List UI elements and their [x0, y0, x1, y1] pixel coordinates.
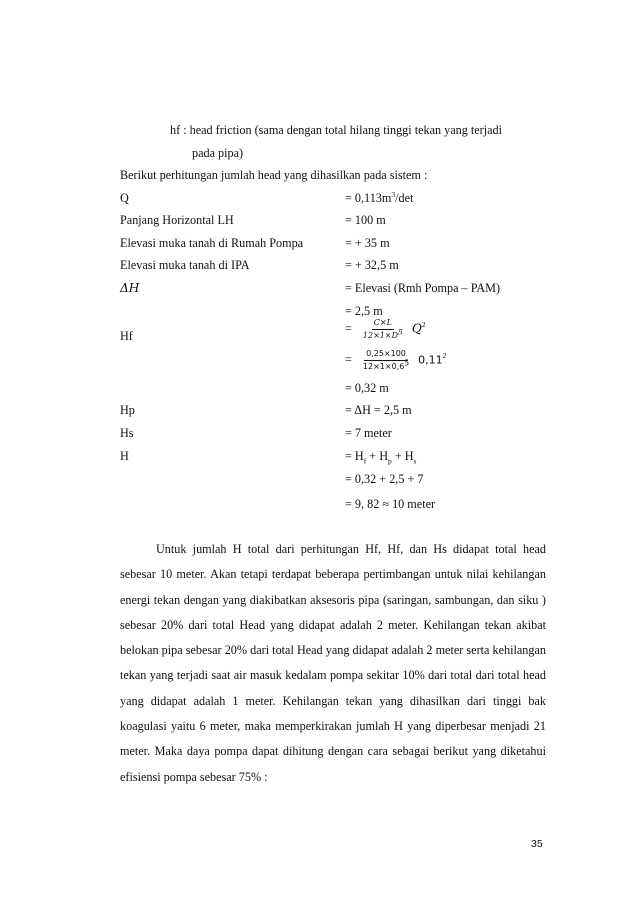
explanation-paragraph — [120, 537, 546, 790]
elev-rumah-pompa-label: Elevasi muka tanah di Rumah Pompa — [120, 236, 304, 250]
elev-ipa-value: = + 32,5 m — [345, 258, 399, 272]
delta-h-label: ΔH — [120, 281, 140, 295]
delta-h-value: = Elevasi (Rmh Pompa – PAM) — [345, 281, 501, 295]
h-sum: = 0,32 + 2,5 + 7 — [345, 472, 424, 486]
hf-fraction-numbers: $\frac{0,25\times 100}{12\times 1\times 0,6^5}$ — [362, 349, 410, 371]
q-value: = $0,113m^3/\det$ — [345, 189, 414, 205]
definition-line-2: pada pipa) — [192, 146, 244, 160]
elev-rumah-pompa-value: = + 35 m — [345, 236, 390, 250]
q-label: Q — [120, 191, 129, 205]
h-result: = 9, 82 ≈ 10 meter — [345, 497, 436, 511]
page-number: 35 — [531, 838, 543, 850]
hf-result: = 0,32 m — [345, 381, 389, 395]
lh-label: Panjang Horizontal LH — [120, 213, 234, 227]
paragraph-text: Untuk jumlah H total dari perhitungan Hf, Hf, dan Hs didapat total head sebesar 10 meter. Akan tetapi terdapat beberapa pertimbangan untuk nilai kehilangan energi tekan dengan yang diakibatkan aksesoris pipa (saringan, sambungan, dan siku ) sebesar 20% dari total Head yang didapat adalah 2 meter. Kehilangan tekan akibat belokan pipa sebesar 20% dari total Head yang didapat adalah 2 meter serta kehilangan tekan yang terjadi saat air masuk kedalam pompa sekitar 10% dari total dari total head yang didapat adalah 1 meter. Kehilangan tekan yang dihasilkan dari tinggi bak koagulasi yaitu 6 meter, maka memperkirakan jumlah H yang diperbesar menjadi 21 meter. Maka daya pompa dapat dihitung dengan cara sebagai berikut yang diketahui efisiensi pompa sebesar 75% : — [120, 542, 546, 784]
h-formula: = $H_f + H_p + H_s$ — [345, 449, 417, 466]
delta-h-result: = 2,5 m — [345, 304, 383, 318]
hs-value: = 7 meter — [345, 426, 392, 440]
hs-label: Hs — [120, 426, 134, 440]
calculation-intro: Berikut perhitungan jumlah head yang dihasilkan pada sistem : — [120, 168, 428, 182]
hf-label: Hf — [120, 329, 133, 343]
hf-fraction-general: $\frac{C\times L}{12\times 1\times D^5}$ — [362, 318, 403, 340]
lh-value: = 100 m — [345, 213, 386, 227]
hp-label: Hp — [120, 403, 135, 417]
elev-ipa-label: Elevasi muka tanah di IPA — [120, 258, 250, 272]
h-label: H — [120, 449, 129, 463]
definition-line-1: hf : head friction (sama dengan total hilang tinggi tekan yang terjadi — [170, 123, 503, 137]
hf-substitution: = $\frac{0,25\times 100}{12\times 1\times 0,6^5}$ 0,11$^2$ — [345, 349, 447, 371]
hf-formula: = $\frac{C\times L}{12\times 1\times D^5}$ $Q^2$ — [345, 318, 426, 340]
hp-value: = ΔH = 2,5 m — [345, 403, 412, 417]
